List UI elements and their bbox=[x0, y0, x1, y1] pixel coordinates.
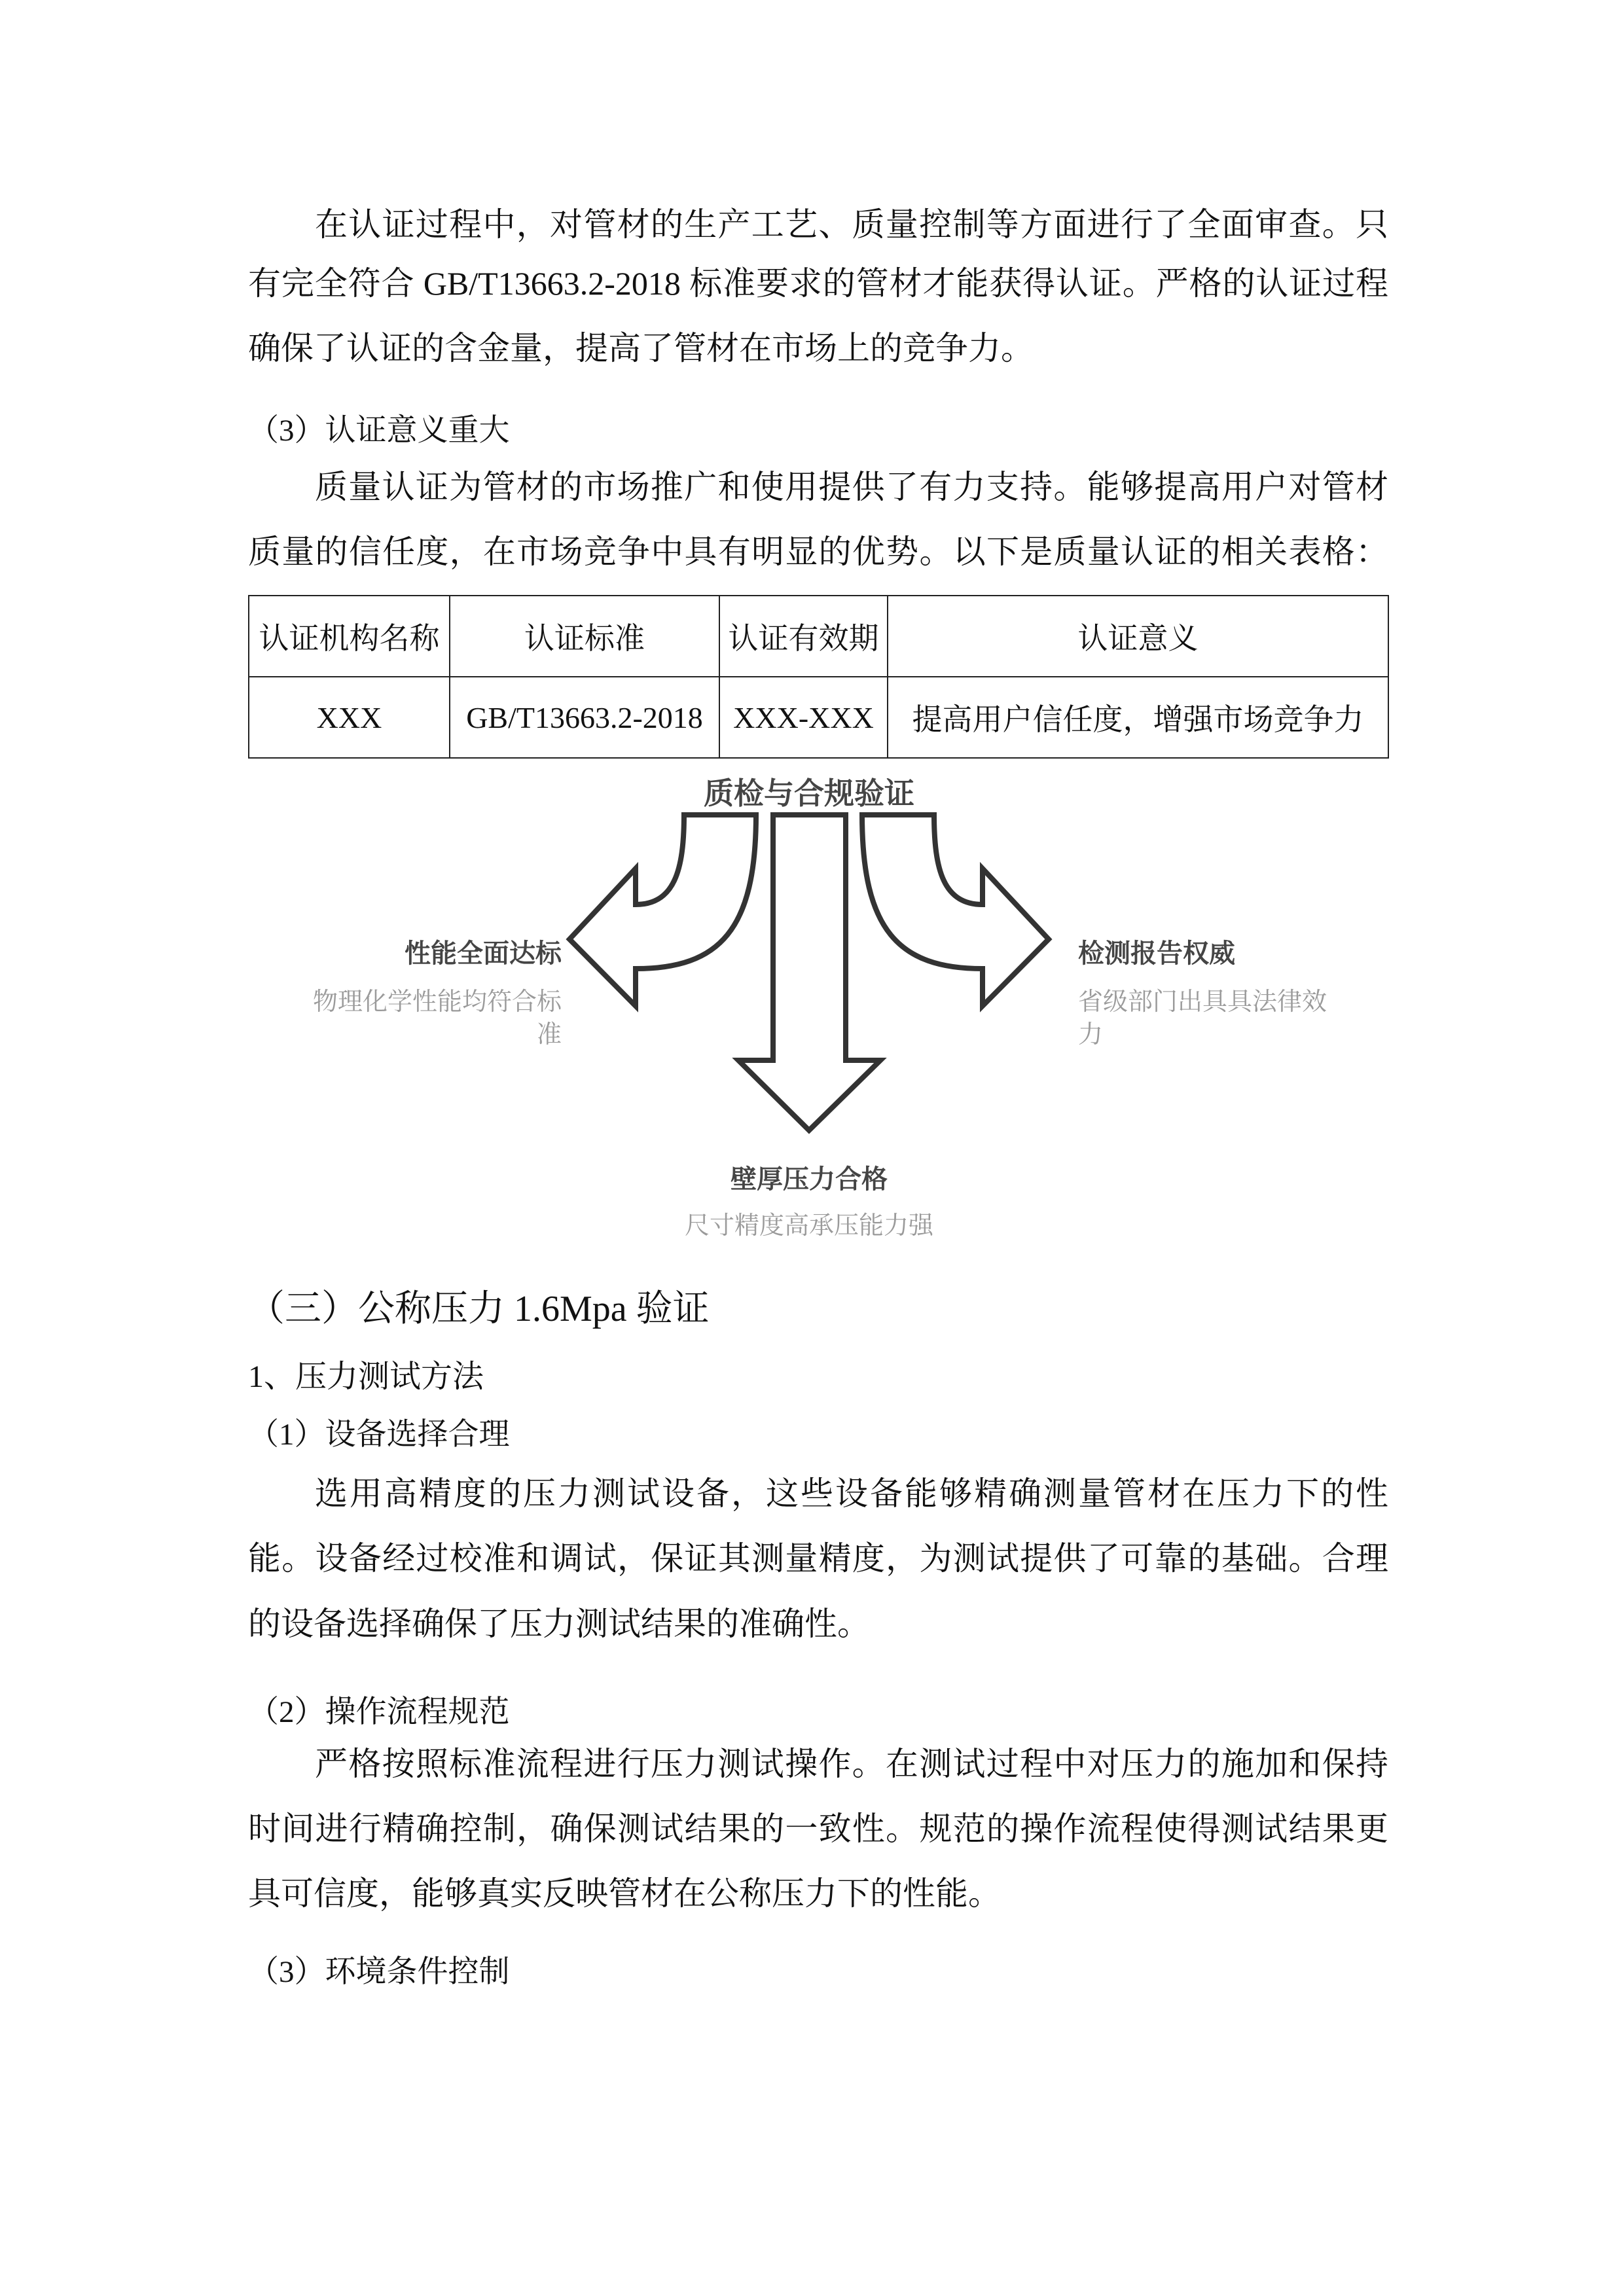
desc-line: 力 bbox=[1078, 1020, 1104, 1049]
left-label: 性能全面达标 bbox=[405, 939, 562, 969]
bottom-desc: 尺寸精度高承压能力强 bbox=[684, 1211, 934, 1240]
paragraph-line: 时间进行精确控制，确保测试结果的一致性。规范的操作流程使得测试结果更 bbox=[248, 1810, 1388, 1847]
paragraph-line: 确保了认证的含金量，提高了管材在市场上的竞争力。 bbox=[248, 330, 1034, 367]
section-heading: （三）公称压力 1.6Mpa 验证 bbox=[248, 1289, 710, 1329]
paragraph-line: 能。设备经过校准和调试，保证其测量精度，为测试提供了可靠的基础。合理 bbox=[248, 1540, 1388, 1577]
desc-line: 准 bbox=[536, 1020, 562, 1049]
subsection-heading: 1、压力测试方法 bbox=[248, 1359, 484, 1394]
desc-line: 物理化学性能均符合标 bbox=[312, 987, 562, 1016]
table-header: 认证意义 bbox=[888, 596, 1388, 677]
subheading: （2）操作流程规范 bbox=[248, 1695, 510, 1729]
table-header: 认证有效期 bbox=[719, 596, 888, 677]
subheading: （3）认证意义重大 bbox=[248, 414, 510, 448]
right-curved-arrow-icon bbox=[862, 815, 1049, 1006]
table-cell: GB/T13663.2-2018 bbox=[450, 677, 719, 758]
paragraph-line: 具可信度，能够真实反映管材在公称压力下的性能。 bbox=[248, 1875, 1001, 1912]
paragraph-line: 有完全符合 GB/T13663.2-2018 标准要求的管材才能获得认证。严格的认证过程 bbox=[248, 265, 1388, 302]
paragraph-line: 选用高精度的压力测试设备，这些设备能够精确测量管材在压力下的性 bbox=[315, 1475, 1388, 1512]
left-desc bbox=[313, 985, 562, 1050]
left-curved-arrow-icon bbox=[569, 815, 756, 1006]
paragraph-line: 的设备选择确保了压力测试结果的准确性。 bbox=[248, 1605, 870, 1642]
subheading: （3）环境条件控制 bbox=[248, 1955, 510, 1989]
paragraph-line: 严格按照标准流程进行压力测试操作。在测试过程中对压力的施加和保持 bbox=[315, 1746, 1388, 1782]
bottom-label: 壁厚压力合格 bbox=[731, 1164, 888, 1194]
desc-line: 省级部门出具具法律效 bbox=[1078, 987, 1327, 1016]
subheading: （1）设备选择合理 bbox=[248, 1418, 510, 1452]
paragraph-line: 在认证过程中，对管材的生产工艺、质量控制等方面进行了全面审查。只 bbox=[315, 206, 1388, 243]
table-header: 认证标准 bbox=[450, 596, 719, 677]
table-header: 认证机构名称 bbox=[249, 596, 450, 677]
table-cell: XXX-XXX bbox=[719, 677, 888, 758]
diagram-title: 质检与合规验证 bbox=[704, 776, 914, 811]
table-cell: XXX bbox=[249, 677, 450, 758]
paragraph-line: 质量认证为管材的市场推广和使用提供了有力支持。能够提高用户对管材 bbox=[315, 469, 1388, 505]
right-desc bbox=[1078, 985, 1327, 1050]
paragraph-line: 质量的信任度，在市场竞争中具有明显的优势。以下是质量认证的相关表格： bbox=[248, 533, 1388, 570]
right-label: 检测报告权威 bbox=[1078, 939, 1235, 969]
table-cell: 提高用户信任度，增强市场竞争力 bbox=[888, 677, 1388, 758]
down-arrow-icon bbox=[738, 815, 880, 1130]
